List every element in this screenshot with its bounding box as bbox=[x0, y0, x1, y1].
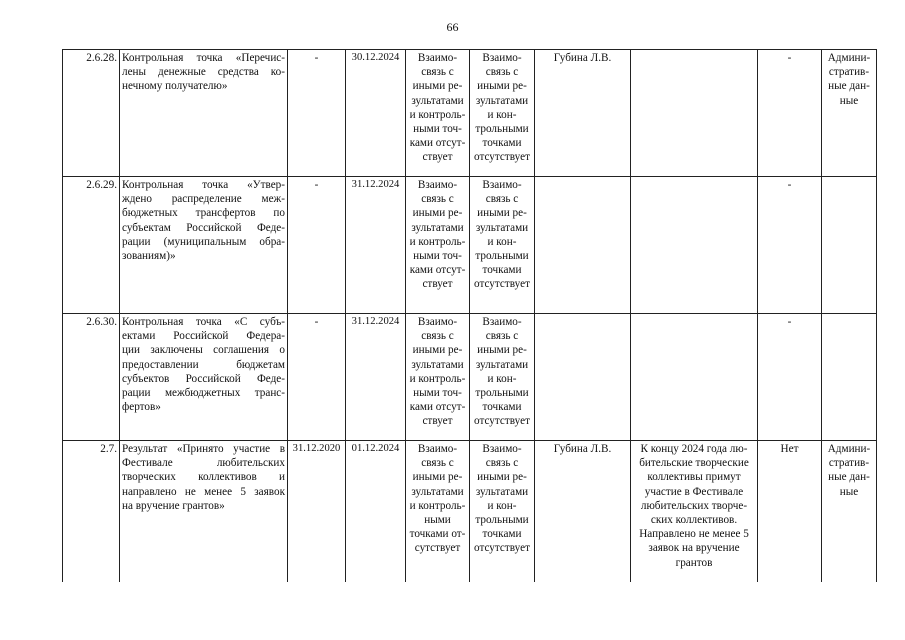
result-characteristic bbox=[631, 50, 758, 177]
cell-line: иными ре- bbox=[412, 80, 463, 93]
cell-line: Фестивале любительских bbox=[122, 457, 285, 470]
cell-line: трольными bbox=[475, 387, 529, 400]
end-date: 01.12.2024 bbox=[346, 441, 406, 582]
cell-line: грантов bbox=[675, 556, 713, 569]
cell-line: точками от- bbox=[409, 528, 466, 541]
responsible-person bbox=[535, 314, 631, 441]
cell-line: зультатами bbox=[475, 358, 529, 371]
page-number: 66 bbox=[446, 20, 459, 34]
result-characteristic bbox=[631, 177, 758, 314]
cell-line: рации (муниципальным обра- bbox=[122, 235, 285, 248]
cell-line: коллективы примут bbox=[647, 471, 741, 484]
end-date: 31.12.2024 bbox=[346, 177, 406, 314]
predecessor-link bbox=[406, 50, 470, 177]
value-cell: - bbox=[758, 314, 822, 441]
cell-line: участие в Фестивале bbox=[644, 485, 744, 498]
cell-line: иными ре- bbox=[477, 471, 527, 484]
cell-line: точками bbox=[482, 401, 522, 414]
cell-line: точками bbox=[482, 264, 522, 277]
cell-line: ными bbox=[424, 514, 451, 527]
cell-line: ками отсут- bbox=[409, 137, 466, 150]
start-date: - bbox=[288, 50, 346, 177]
cell-line: ствует bbox=[422, 151, 453, 164]
cell-line: зультатами bbox=[475, 221, 529, 234]
cell-line: Взаимо- bbox=[482, 443, 522, 455]
cell-line: любительских творче- bbox=[640, 499, 748, 512]
cell-line: трольными bbox=[475, 514, 529, 527]
cell-line: творческих коллективов и bbox=[122, 471, 285, 484]
table-row bbox=[63, 177, 877, 314]
cell-line: иными ре- bbox=[412, 471, 463, 484]
cell-line: ками отсут- bbox=[409, 264, 466, 277]
responsible-person: Губина Л.В. bbox=[535, 441, 631, 582]
cell-line: зультатами bbox=[411, 221, 464, 234]
cell-line: и контроль- bbox=[409, 108, 466, 121]
cell-line: ками отсут- bbox=[409, 401, 466, 414]
cell-line: ные bbox=[839, 94, 859, 107]
cell-line: субъектам Российской Феде- bbox=[122, 221, 285, 234]
cell-line: зованиям)» bbox=[122, 250, 176, 263]
item-description bbox=[120, 314, 288, 441]
info-system bbox=[822, 314, 877, 441]
item-number: 2.6.29. bbox=[63, 177, 120, 314]
cell-line: и кон- bbox=[487, 235, 517, 248]
item-number: 2.7. bbox=[63, 441, 120, 582]
cell-line: отсутствует bbox=[474, 278, 530, 291]
cell-line: иными ре- bbox=[477, 207, 527, 220]
predecessor-link bbox=[406, 177, 470, 314]
cell-line: Взаимо- bbox=[417, 443, 458, 455]
cell-line: ствует bbox=[422, 278, 453, 291]
cell-line: субъектов Российской Феде- bbox=[122, 372, 285, 385]
cell-line: связь с bbox=[421, 457, 454, 470]
table-row bbox=[63, 441, 877, 582]
cell-line: ные дан- bbox=[828, 471, 870, 484]
cell-line: иными ре- bbox=[477, 344, 527, 357]
cell-line: лены денежные средства ко- bbox=[122, 66, 285, 79]
cell-line: ными точ- bbox=[413, 387, 462, 400]
cell-line: стратив- bbox=[828, 66, 870, 79]
cell-line: связь с bbox=[485, 193, 519, 206]
cell-line: нечному получателю» bbox=[122, 80, 228, 93]
start-date: - bbox=[288, 314, 346, 441]
value-cell: - bbox=[758, 50, 822, 177]
responsible-person bbox=[535, 177, 631, 314]
cell-line: бюджетных трансфертов по bbox=[122, 207, 285, 220]
item-description bbox=[120, 177, 288, 314]
cell-line: Направлено не менее 5 bbox=[639, 528, 749, 541]
value-cell: Нет bbox=[758, 441, 822, 582]
cell-line: связь с bbox=[421, 193, 454, 206]
cell-line: фертов» bbox=[122, 401, 161, 414]
cell-line: зультатами bbox=[475, 94, 529, 107]
cell-line: связь с bbox=[485, 457, 519, 470]
start-date: - bbox=[288, 177, 346, 314]
cell-line: стратив- bbox=[828, 457, 870, 470]
cell-line: заявок на вручение bbox=[648, 542, 740, 555]
cell-line: предоставлении бюджетам bbox=[122, 358, 285, 371]
result-characteristic bbox=[631, 441, 758, 582]
responsible-person: Губина Л.В. bbox=[535, 50, 631, 177]
cell-line: иными ре- bbox=[412, 207, 463, 220]
value-cell: - bbox=[758, 177, 822, 314]
table-row bbox=[63, 314, 877, 441]
cell-line: точками bbox=[482, 137, 522, 150]
cell-line: направлено не менее 5 заявок bbox=[122, 485, 285, 498]
cell-line: иными ре- bbox=[477, 80, 527, 93]
cell-line: Взаимо- bbox=[482, 316, 522, 328]
cell-line: связь с bbox=[421, 330, 454, 343]
cell-line: и контроль- bbox=[409, 499, 466, 512]
cell-line: иными ре- bbox=[412, 344, 463, 357]
cell-line: ные дан- bbox=[828, 80, 870, 93]
cell-line: ными точ- bbox=[413, 250, 462, 263]
cell-line: ждено распределение меж- bbox=[122, 193, 285, 206]
cell-line: Взаимо- bbox=[482, 179, 522, 191]
cell-line: ствует bbox=[422, 415, 453, 428]
cell-line: Контрольная точка «Утвер- bbox=[122, 179, 285, 191]
result-characteristic bbox=[631, 314, 758, 441]
cell-line: Взаимо- bbox=[482, 52, 522, 64]
cell-line: ные bbox=[839, 485, 859, 498]
cell-line: К концу 2024 года лю- bbox=[640, 443, 748, 455]
cell-line: и контроль- bbox=[409, 372, 466, 385]
table-row bbox=[63, 50, 877, 177]
cell-line: ектами Российской Федера- bbox=[122, 330, 285, 343]
cell-line: и контроль- bbox=[409, 235, 466, 248]
cell-line: Взаимо- bbox=[417, 316, 458, 328]
predecessor-link bbox=[406, 441, 470, 582]
cell-line: зультатами bbox=[475, 485, 529, 498]
cell-line: ции заключены соглашения о bbox=[122, 344, 285, 357]
cell-line: точками bbox=[482, 528, 522, 541]
cell-line: трольными bbox=[475, 123, 529, 136]
cell-line: связь с bbox=[485, 66, 519, 79]
cell-line: отсутствует bbox=[474, 542, 530, 555]
cell-line: отсутствует bbox=[474, 415, 530, 428]
cell-line: связь с bbox=[485, 330, 519, 343]
item-number: 2.6.28. bbox=[63, 50, 120, 177]
cell-line: зультатами bbox=[411, 94, 464, 107]
cell-line: Админи- bbox=[827, 443, 871, 455]
cell-line: Админи- bbox=[827, 52, 871, 64]
cell-line: и кон- bbox=[487, 499, 517, 512]
end-date: 31.12.2024 bbox=[346, 314, 406, 441]
cell-line: на вручение грантов» bbox=[122, 499, 225, 512]
successor-link bbox=[470, 50, 535, 177]
info-system bbox=[822, 177, 877, 314]
info-system bbox=[822, 50, 877, 177]
item-description bbox=[120, 50, 288, 177]
cell-line: связь с bbox=[421, 66, 454, 79]
cell-line: отсутствует bbox=[474, 151, 530, 164]
cell-line: сутствует bbox=[414, 542, 461, 555]
cell-line: ских коллективов. bbox=[650, 514, 738, 527]
end-date: 30.12.2024 bbox=[346, 50, 406, 177]
cell-line: зультатами bbox=[411, 485, 464, 498]
cell-line: ными точ- bbox=[413, 123, 462, 136]
cell-line: Взаимо- bbox=[417, 179, 458, 191]
successor-link bbox=[470, 177, 535, 314]
cell-line: и кон- bbox=[487, 372, 517, 385]
cell-line: и кон- bbox=[487, 108, 517, 121]
cell-line: бительские творческие bbox=[639, 457, 749, 470]
cell-line: Результат «Принято участие в bbox=[122, 443, 285, 455]
successor-link bbox=[470, 441, 535, 582]
cell-line: рации межбюджетных транс- bbox=[122, 387, 285, 400]
cell-line: Контрольная точка «Перечис- bbox=[122, 52, 285, 64]
start-date: 31.12.2020 bbox=[288, 441, 346, 582]
plan-table bbox=[62, 49, 877, 582]
item-description bbox=[120, 441, 288, 582]
item-number: 2.6.30. bbox=[63, 314, 120, 441]
successor-link bbox=[470, 314, 535, 441]
predecessor-link bbox=[406, 314, 470, 441]
info-system bbox=[822, 441, 877, 582]
cell-line: Взаимо- bbox=[417, 52, 458, 64]
cell-line: трольными bbox=[475, 250, 529, 263]
cell-line: зультатами bbox=[411, 358, 464, 371]
cell-line: Контрольная точка «С субъ- bbox=[122, 316, 285, 328]
